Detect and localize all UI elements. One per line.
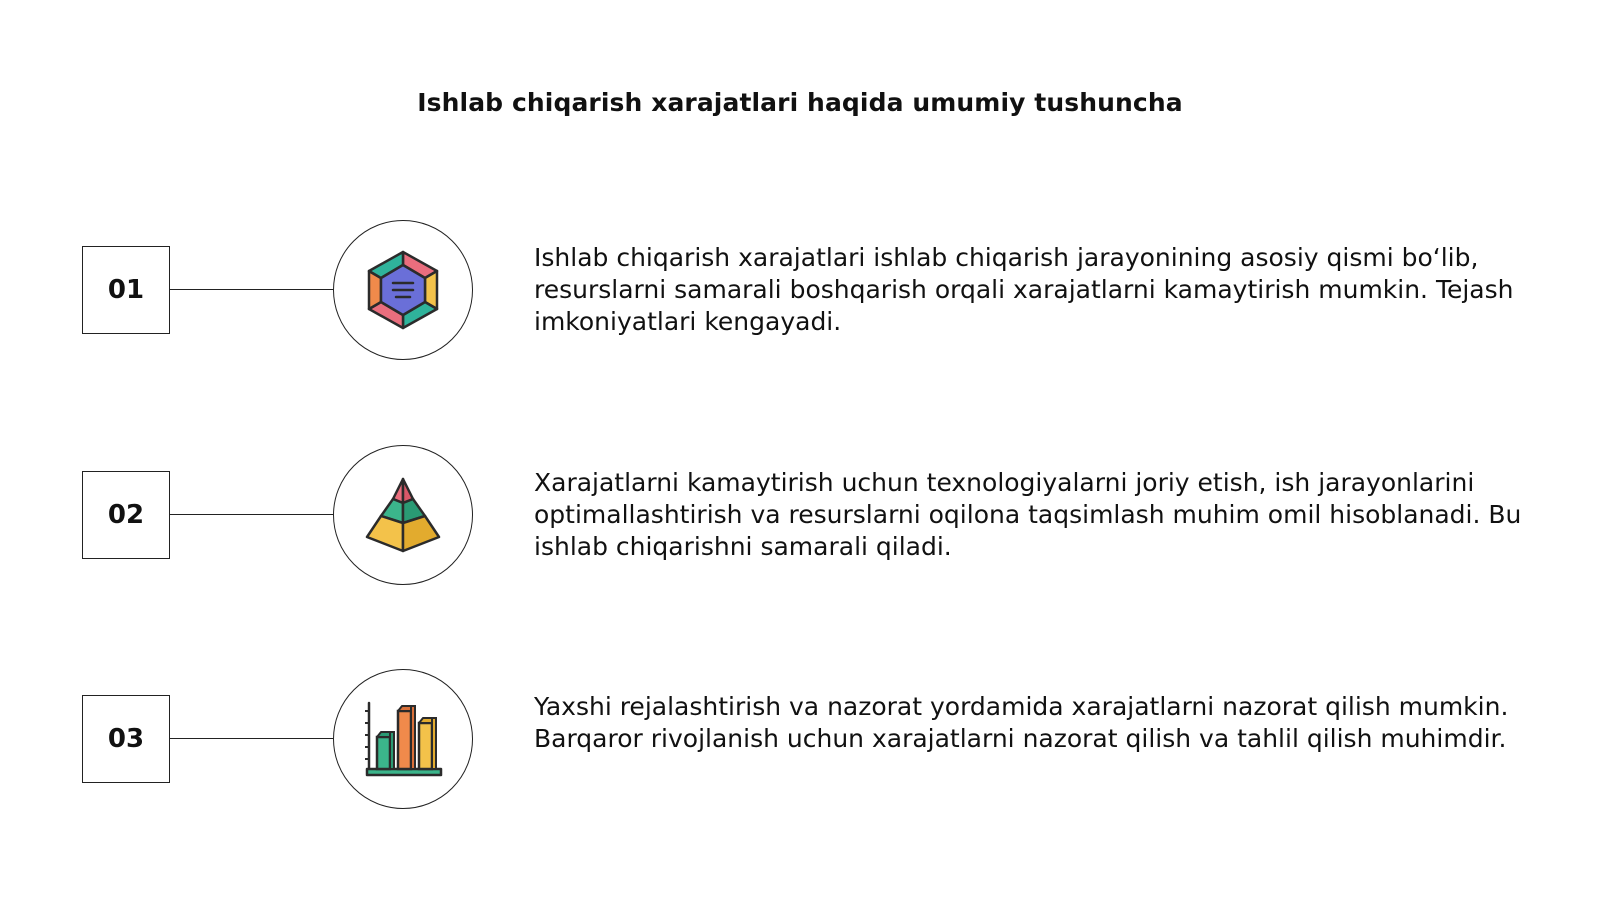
hexagon-icon [363, 249, 443, 331]
list-item-01 [0, 215, 1600, 365]
step-number-box: 01 [82, 246, 170, 334]
item-description: Yaxshi rejalashtirish va nazorat yordamida xarajatlarni nazorat qilish mumkin. Barqaror rivojlanish uchun xarajatlarni nazorat qilish va tahlil qilish muhimdir. [534, 692, 1509, 753]
item-description: Ishlab chiqarish xarajatlari ishlab chiqarish jarayonining asosiy qismi bo‘lib, resurslarni samarali boshqarish orqali xarajatlarni kamaytirish mumkin. Tejash imkoniyatlari kengayadi. [534, 243, 1514, 336]
icon-circle [333, 669, 473, 809]
list-item-03 [0, 664, 1600, 814]
bar-chart-icon [361, 697, 445, 781]
list-item-02 [0, 440, 1600, 590]
step-number-box: 02 [82, 471, 170, 559]
connector-line [170, 289, 333, 290]
pyramid-icon [361, 473, 445, 557]
connector-line [170, 738, 333, 739]
item-description: Xarajatlarni kamaytirish uchun texnologiyalarni joriy etish, ish jarayonlarini optimallashtirish va resurslarni oqilona taqsimlash muhim omil hisoblanadi. Bu ishlab chiqarishni samarali qiladi. [534, 468, 1522, 561]
page-title: Ishlab chiqarish xarajatlari haqida umumiy tushuncha [417, 88, 1183, 117]
step-number-box: 03 [82, 695, 170, 783]
icon-circle [333, 445, 473, 585]
icon-circle [333, 220, 473, 360]
connector-line [170, 514, 333, 515]
